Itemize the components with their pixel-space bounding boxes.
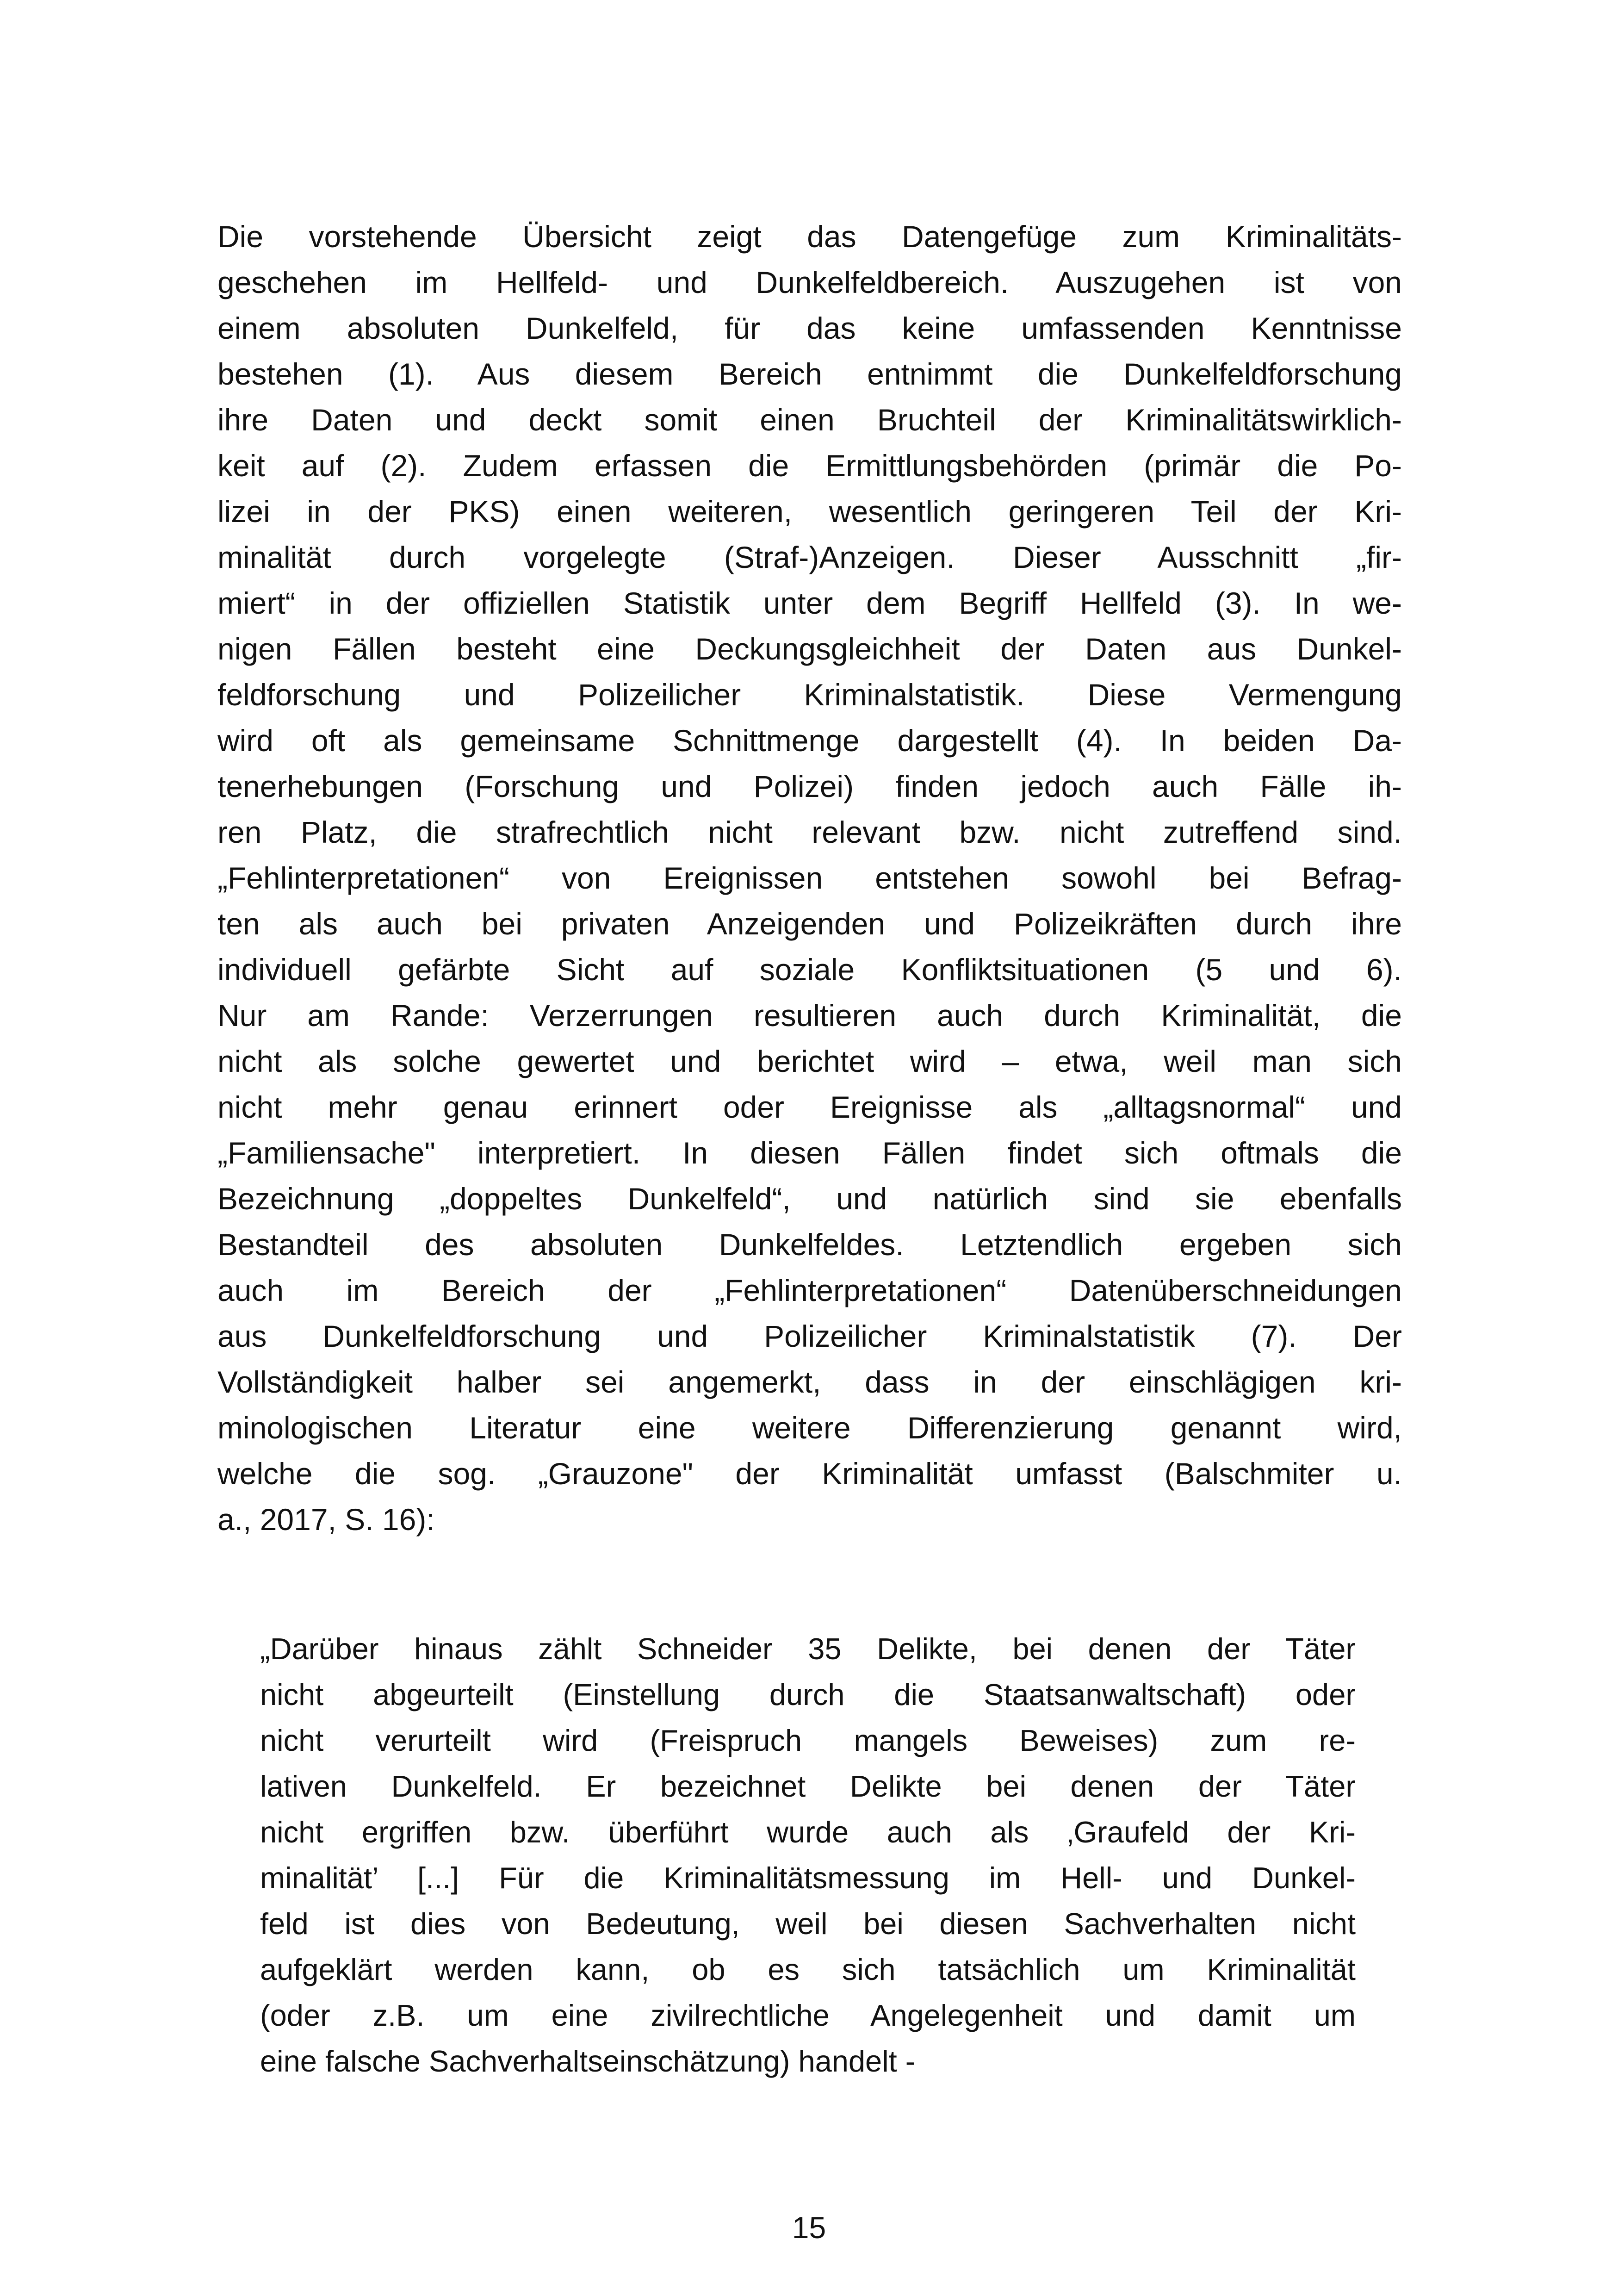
text-line: „Fehlinterpretationen“ von Ereignissen entstehen sowohl bei Befrag- bbox=[217, 861, 1402, 895]
text-line: nicht abgeurteilt (Einstellung durch die Staatsanwaltschaft) oder bbox=[260, 1678, 1356, 1711]
text-line: bestehen (1). Aus diesem Bereich entnimmt die Dunkelfeldforschung bbox=[217, 357, 1402, 391]
block-quote bbox=[260, 1626, 1356, 2084]
page-number: 15 bbox=[792, 2210, 826, 2245]
text-line: „Darüber hinaus zählt Schneider 35 Delikte, bei denen der Täter bbox=[260, 1632, 1356, 1666]
text-line: minalität durch vorgelegte (Straf-)Anzeigen. Dieser Ausschnitt „fir- bbox=[217, 540, 1402, 574]
text-line: wird oft als gemeinsame Schnittmenge dargestellt (4). In beiden Da- bbox=[217, 723, 1402, 758]
main-paragraph bbox=[217, 214, 1402, 1543]
text-line: auch im Bereich der „Fehlinterpretationen“ Datenüberschneidungen bbox=[217, 1273, 1402, 1307]
text-line: nigen Fällen besteht eine Deckungsgleichheit der Daten aus Dunkel- bbox=[217, 632, 1402, 666]
text-line: a., 2017, S. 16): bbox=[217, 1502, 435, 1537]
text-line: minalität’ [...] Für die Kriminalitätsmessung im Hell- und Dunkel- bbox=[260, 1861, 1356, 1895]
text-line: ren Platz, die strafrechtlich nicht relevant bzw. nicht zutreffend sind. bbox=[217, 815, 1402, 849]
text-line: miert“ in der offiziellen Statistik unter dem Begriff Hellfeld (3). In we- bbox=[217, 586, 1402, 620]
text-line: lativen Dunkelfeld. Er bezeichnet Delikte bei denen der Täter bbox=[260, 1769, 1356, 1803]
text-line: nicht mehr genau erinnert oder Ereignisse als „alltagsnormal“ und bbox=[217, 1090, 1402, 1124]
text-line: eine falsche Sachverhaltseinschätzung) handelt - bbox=[260, 2044, 916, 2078]
text-line: individuell gefärbte Sicht auf soziale Konfliktsituationen (5 und 6). bbox=[217, 952, 1402, 987]
text-line: ihre Daten und deckt somit einen Bruchteil der Kriminalitätswirklich- bbox=[217, 403, 1402, 437]
text-line: einem absoluten Dunkelfeld, für das keine umfassenden Kenntnisse bbox=[217, 311, 1402, 345]
text-line: Bezeichnung „doppeltes Dunkelfeld“, und natürlich sind sie ebenfalls bbox=[217, 1182, 1402, 1216]
text-line: geschehen im Hellfeld- und Dunkelfeldbereich. Auszugehen ist von bbox=[217, 265, 1402, 299]
text-line: keit auf (2). Zudem erfassen die Ermittlungsbehörden (primär die Po- bbox=[217, 448, 1402, 483]
text-line: aus Dunkelfeldforschung und Polizeilicher Kriminalstatistik (7). Der bbox=[217, 1319, 1402, 1353]
text-line: aufgeklärt werden kann, ob es sich tatsächlich um Kriminalität bbox=[260, 1953, 1356, 1986]
text-line: minologischen Literatur eine weitere Differenzierung genannt wird, bbox=[217, 1411, 1402, 1445]
text-line: nicht verurteilt wird (Freispruch mangels Beweises) zum re- bbox=[260, 1724, 1356, 1757]
text-line: feld ist dies von Bedeutung, weil bei diesen Sachverhalten nicht bbox=[260, 1907, 1356, 1941]
text-line: feldforschung und Polizeilicher Kriminalstatistik. Diese Vermengung bbox=[217, 678, 1402, 712]
text-line: nicht als solche gewertet und berichtet wird – etwa, weil man sich bbox=[217, 1044, 1402, 1078]
text-line: Vollständigkeit halber sei angemerkt, dass in der einschlägigen kri- bbox=[217, 1365, 1402, 1399]
text-line: Die vorstehende Übersicht zeigt das Datengefüge zum Kriminalitäts- bbox=[217, 219, 1402, 254]
page-content bbox=[217, 214, 1402, 2084]
text-line: Nur am Rande: Verzerrungen resultieren auch durch Kriminalität, die bbox=[217, 998, 1402, 1033]
text-line: lizei in der PKS) einen weiteren, wesentlich geringeren Teil der Kri- bbox=[217, 494, 1402, 529]
text-line: (oder z.B. um eine zivilrechtliche Angelegenheit und damit um bbox=[260, 1998, 1356, 2032]
text-line: nicht ergriffen bzw. überführt wurde auch als ‚Graufeld der Kri- bbox=[260, 1815, 1356, 1849]
text-line: welche die sog. „Grauzone" der Kriminalität umfasst (Balschmiter u. bbox=[217, 1456, 1402, 1491]
text-line: ten als auch bei privaten Anzeigenden und Polizeikräften durch ihre bbox=[217, 907, 1402, 941]
text-line: tenerhebungen (Forschung und Polizei) finden jedoch auch Fälle ih- bbox=[217, 769, 1402, 803]
text-line: „Familiensache" interpretiert. In diesen Fällen findet sich oftmals die bbox=[217, 1136, 1402, 1170]
text-line: Bestandteil des absoluten Dunkelfeldes. Letztendlich ergeben sich bbox=[217, 1227, 1402, 1262]
